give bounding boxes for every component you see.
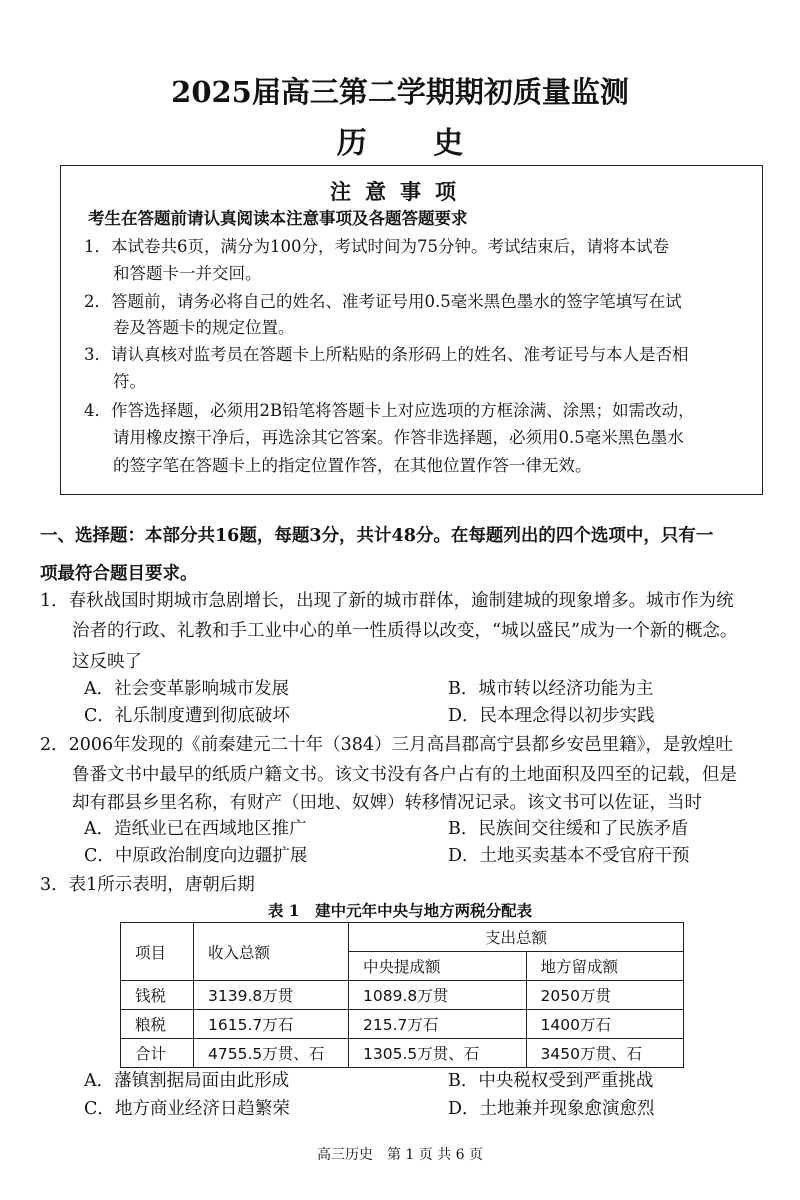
table-row (121, 981, 684, 1010)
q1-option-c: C．礼乐制度遭到彻底破坏 (84, 706, 290, 726)
section-heading: 一、选择题：本部分共16题，每题3分，共计48分。在每题列出的四个选项中，只有一 (40, 526, 714, 546)
cell: 4755.5万贯、石 (194, 1039, 349, 1068)
notice-line: 请用橡皮擦干净后，再选涂其它答案。作答非选择题，必须用0.5毫米黑色墨水 (113, 428, 684, 447)
q2-option-c: C．中原政治制度向边疆扩展 (84, 846, 308, 866)
table-row (121, 1039, 684, 1068)
cell: 合计 (121, 1039, 194, 1068)
q3-option-a: A．藩镇割据局面由此形成 (84, 1071, 290, 1091)
q3-option-c: C．地方商业经济日趋繁荣 (84, 1099, 290, 1119)
notice-line: 和答题卡一并交回。 (113, 264, 262, 283)
cell: 钱税 (121, 981, 194, 1010)
q1-option-d: D．民本理念得以初步实践 (448, 706, 655, 726)
exam-title: 2025届高三第二学期期初质量监测 (171, 75, 629, 109)
notice-line: 3．请认真核对监考员在答题卡上所粘贴的条形码上的姓名、准考证号与本人是否相 (84, 345, 689, 364)
notice-line: 1．本试卷共6页，满分为100分，考试时间为75分钟。考试结束后，请将本试卷 (84, 237, 669, 256)
q2-option-a: A．造纸业已在西域地区推广 (84, 819, 307, 839)
notice-line: 2．答题前，请务必将自己的姓名、准考证号用0.5毫米黑色墨水的签字笔填写在试 (84, 292, 682, 311)
notice-heading: 注意事项 (330, 179, 470, 204)
q3-option-b: B．中央税权受到严重挑战 (448, 1071, 654, 1091)
header-income: 收入总额 (194, 923, 349, 981)
q3-text: 3．表1所示表明，唐朝后期 (40, 875, 255, 895)
notice-line: 卷及答题卡的规定位置。 (113, 318, 295, 337)
q1-text: 这反映了 (72, 652, 142, 672)
header-item: 项目 (121, 923, 194, 981)
cell: 粮税 (121, 1010, 194, 1039)
notice-line: 的签字笔在答题卡上的指定位置作答，在其他位置作答一律无效。 (113, 456, 592, 475)
notice-subtitle: 考生在答题前请认真阅读本注意事项及各题答题要求 (88, 209, 468, 228)
tax-table (120, 922, 684, 1068)
q1-text: 1．春秋战国时期城市急剧增长，出现了新的城市群体，逾制建城的现象增多。城市作为统 (40, 591, 734, 611)
page-footer: 高三历史 第 1 页 共 6 页 (316, 1147, 484, 1163)
cell: 215.7万石 (349, 1010, 527, 1039)
table-row (121, 1010, 684, 1039)
cell: 1615.7万石 (194, 1010, 349, 1039)
header-local: 地方留成额 (526, 952, 684, 981)
cell: 1305.5万贯、石 (349, 1039, 527, 1068)
q1-option-a: A．社会变革影响城市发展 (84, 679, 290, 699)
section-heading: 项最符合题目要求。 (40, 564, 198, 584)
table-caption: 表 1 建中元年中央与地方两税分配表 (267, 901, 533, 920)
cell: 2050万贯 (526, 981, 684, 1010)
q2-text: 2．2006年发现的《前秦建元二十年（384）三月高昌郡高宁县都乡安邑里籍》，是敦煌吐 (40, 735, 733, 755)
q2-option-b: B．民族间交往缓和了民族矛盾 (448, 819, 689, 839)
cell: 1089.8万贯 (349, 981, 527, 1010)
q2-text: 却有郡县乡里名称，有财产（田地、奴婢）转移情况记录。该文书可以佐证，当时 (72, 793, 702, 813)
notice-line: 4．作答选择题，必须用2B铅笔将答题卡上对应选项的方框涂满、涂黑；如需改动， (84, 401, 695, 420)
subject-title: 历 史 (336, 126, 492, 161)
q1-text: 治者的行政、礼教和手工业中心的单一性质得以改变，“城以盛民”成为一个新的概念。 (72, 621, 738, 641)
header-central: 中央提成额 (349, 952, 527, 981)
q2-text: 鲁番文书中最早的纸质户籍文书。该文书没有各户占有的土地面积及四至的记载，但是 (72, 765, 737, 785)
q3-option-d: D．土地兼并现象愈演愈烈 (448, 1099, 655, 1119)
notice-line: 符。 (113, 372, 146, 391)
q2-option-d: D．土地买卖基本不受官府干预 (448, 846, 690, 866)
header-expense: 支出总额 (349, 923, 684, 952)
cell: 1400万石 (526, 1010, 684, 1039)
cell: 3450万贯、石 (526, 1039, 684, 1068)
cell: 3139.8万贯 (194, 981, 349, 1010)
q1-option-b: B．城市转以经济功能为主 (448, 679, 654, 699)
